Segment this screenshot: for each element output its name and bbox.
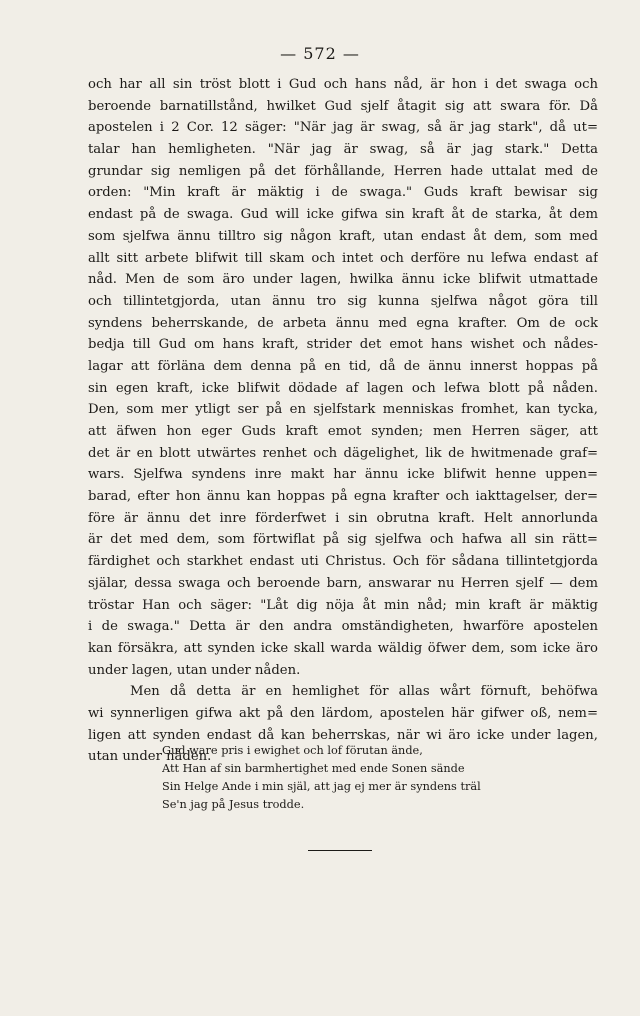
text-line: Den, som mer ytligt ser på en sjelfstark menniskas fromhet, kan tycka, — [88, 402, 598, 418]
text-line: beroende barnatillstånd, hwilket Gud sjelf åtagit sig att swara för. Då — [88, 98, 598, 114]
text-line: endast på de swaga. Gud will icke gifwa sin kraft åt de starka, åt dem — [88, 207, 598, 223]
text-line: lagar att förläna dem denna på en tid, då de ännu innerst hoppas på — [88, 358, 598, 374]
text-line: kan försäkra, att synden icke skall warda wäldig öfwer dem, som icke äro — [88, 640, 598, 656]
text-line: och har all sin tröst blott i Gud och hans nåd, är hon i det swaga och — [88, 77, 598, 92]
verse-line: Att Han af sin barmhertighet med ende Sonen sände — [162, 762, 465, 775]
text-line: wars. Sjelfwa syndens inre makt har ännu icke blifwit henne uppen= — [88, 467, 598, 483]
text-line: som sjelfwa ännu tilltro sig någon kraft, utan endast åt dem, som med — [88, 228, 598, 244]
text-line: färdighet och starkhet endast uti Christus. Och för sådana tillintetgjorda — [88, 554, 598, 570]
verse-line: Sin Helge Ande i min själ, att jag ej mer är syndens träl — [162, 780, 481, 793]
page-number: — 572 — — [280, 44, 360, 63]
text-line: det är en blott utwärtes renhet och dägelighet, lik de hwitmenade graf= — [88, 445, 598, 461]
text-line: före är ännu det inre förderfwet i sin obrutna kraft. Helt annorlunda — [88, 510, 598, 526]
text-line: nåd. Men de som äro under lagen, hwilka ännu icke blifwit utmattade — [88, 272, 598, 288]
text-line: är det med dem, som förtwiflat på sig sjelfwa och hafwa all sin rätt= — [88, 532, 598, 548]
text-line: i de swaga." Detta är den andra omständigheten, hwarföre apostelen — [88, 619, 598, 635]
text-line: orden: "Min kraft är mäktig i de swaga." Guds kraft bewisar sig — [88, 185, 598, 201]
text-line: syndens beherrskande, de arbeta ännu med egna krafter. Om de ock — [88, 315, 598, 331]
text-line: och tillintetgjorda, utan ännu tro sig kunna sjelfwa något göra till — [88, 293, 598, 309]
text-line: allt sitt arbete blifwit till skam och intet och derföre nu lefwa endast af — [88, 250, 598, 266]
text-line: grundar sig nemligen på det förhållande, Herren hade uttalat med de — [88, 163, 598, 179]
verse-line: Gud ware pris i ewighet och lof förutan ände, — [162, 744, 423, 757]
text-line: tröstar Han och säger: "Låt dig nöja åt min nåd; min kraft är mäktig — [88, 597, 598, 613]
text-line: bedja till Gud om hans kraft, strider det emot hans wishet och nådes- — [88, 337, 598, 353]
text-line: själar, dessa swaga och beroende barn, answarar nu Herren sjelf — dem — [88, 575, 598, 591]
text-line: ligen att synden endast då kan beherrskas, när wi äro icke under lagen, — [88, 727, 598, 743]
verse-line: Se'n jag på Jesus trodde. — [162, 798, 305, 811]
text-line: utan under nåden. — [88, 749, 212, 765]
text-line: att äfwen hon eger Guds kraft emot synden; men Herren säger, att — [88, 424, 598, 439]
text-line: wi synnerligen gifwa akt på den lärdom, apostelen här gifwer oß, nem= — [88, 705, 598, 721]
main-text — [88, 74, 598, 768]
text-line: barad, efter hon ännu kan hoppas på egna krafter och iakttagelser, der= — [88, 489, 598, 505]
hymn-verse — [162, 742, 522, 814]
text-line: sin egen kraft, icke blifwit dödade af lagen och lefwa blott på nåden. — [88, 380, 598, 396]
text-line: talar han hemligheten. "När jag är swag, så är jag stark." Detta — [88, 142, 598, 158]
text-line: under lagen, utan under nåden. — [88, 662, 301, 678]
text-line: apostelen i 2 Cor. 12 säger: "När jag är swag, så är jag stark", då ut= — [88, 120, 598, 136]
paragraph-1 — [88, 74, 598, 681]
end-rule — [308, 850, 372, 852]
text-line: Men då detta är en hemlighet för allas wårt förnuft, behöfwa — [130, 684, 598, 700]
